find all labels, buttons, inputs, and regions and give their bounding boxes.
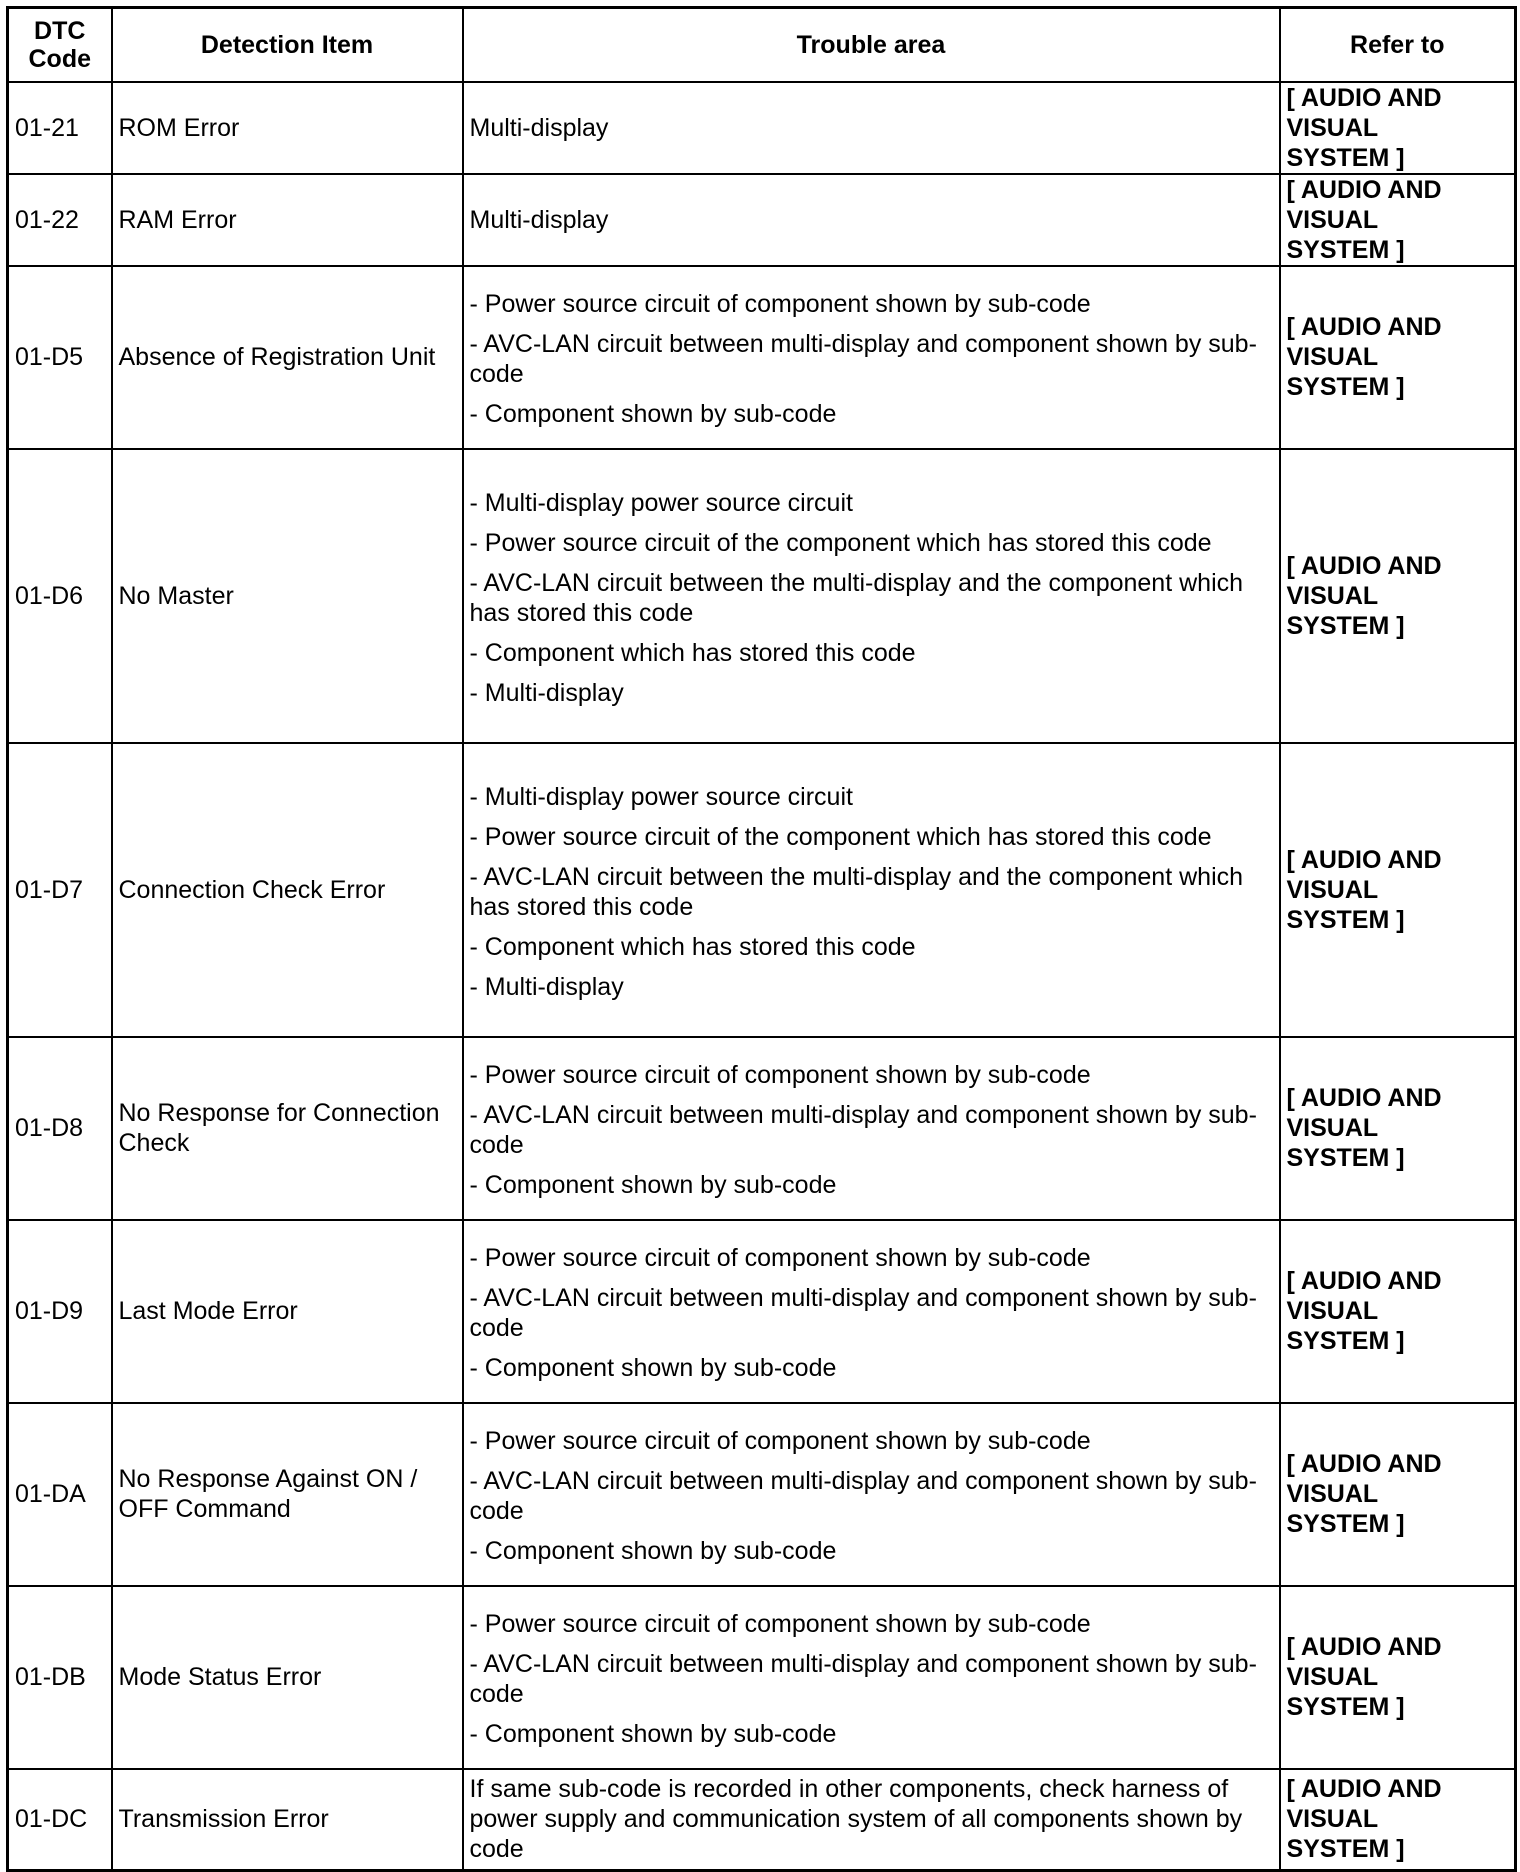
table-row — [8, 1037, 1516, 1220]
refer-to-cell — [1280, 1403, 1516, 1586]
header-trouble-area: Trouble area — [463, 8, 1280, 82]
trouble-area-cell — [463, 266, 1280, 449]
header-dtc-code: DTC Code — [8, 8, 112, 82]
trouble-area-item: - Multi-display power source circuit — [469, 488, 853, 517]
trouble-area-cell — [463, 174, 1280, 266]
table-row — [8, 743, 1516, 1037]
trouble-area-item: - AVC-LAN circuit between multi-display and component shown by sub-code — [469, 330, 1257, 388]
trouble-area-cell — [463, 1586, 1280, 1769]
refer-to-cell — [1280, 1037, 1516, 1220]
detection-item-cell: Connection Check Error — [112, 743, 463, 1037]
dtc-code-cell: 01-DB — [8, 1586, 112, 1769]
trouble-area-item: - AVC-LAN circuit between multi-display and component shown by sub-code — [469, 1650, 1257, 1708]
trouble-area-cell — [463, 82, 1280, 174]
dtc-code-cell: 01-DC — [8, 1769, 112, 1871]
table-row — [8, 82, 1516, 174]
refer-to-cell — [1280, 266, 1516, 449]
trouble-area-item: - Power source circuit of component shown by sub-code — [469, 1610, 1091, 1638]
trouble-area-item: Multi-display — [469, 205, 609, 234]
refer-to-link[interactable]: [ AUDIO AND VISUAL SYSTEM ] — [1286, 1267, 1442, 1355]
refer-to-cell — [1280, 174, 1516, 266]
detection-item-cell: Mode Status Error — [112, 1586, 463, 1769]
table-body — [8, 82, 1516, 1871]
refer-to-link[interactable]: [ AUDIO AND VISUAL SYSTEM ] — [1286, 175, 1442, 264]
dtc-code-cell: 01-D9 — [8, 1220, 112, 1403]
refer-to-link[interactable]: [ AUDIO AND VISUAL SYSTEM ] — [1286, 1084, 1442, 1172]
dtc-code-cell: 01-D8 — [8, 1037, 112, 1220]
table-row — [8, 1769, 1516, 1871]
refer-to-cell — [1280, 743, 1516, 1037]
dtc-code-cell: 01-21 — [8, 82, 112, 174]
table-row — [8, 1220, 1516, 1403]
trouble-area-cell — [463, 1769, 1280, 1871]
detection-item-cell: No Response Against ON / OFF Command — [112, 1403, 463, 1586]
refer-to-cell — [1280, 1220, 1516, 1403]
trouble-area-cell — [463, 1037, 1280, 1220]
refer-to-cell — [1280, 1586, 1516, 1769]
trouble-area-item: - AVC-LAN circuit between multi-display and component shown by sub-code — [469, 1284, 1257, 1342]
trouble-area-item: - AVC-LAN circuit between multi-display and component shown by sub-code — [469, 1101, 1257, 1159]
trouble-area-item: - Power source circuit of component shown by sub-code — [469, 1061, 1091, 1089]
trouble-area-item: - Component which has stored this code — [469, 638, 916, 667]
trouble-area-cell — [463, 743, 1280, 1037]
refer-to-cell — [1280, 449, 1516, 743]
detection-item-cell: RAM Error — [112, 174, 463, 266]
refer-to-link[interactable]: [ AUDIO AND VISUAL SYSTEM ] — [1286, 1450, 1442, 1538]
dtc-code-cell: 01-D5 — [8, 266, 112, 449]
dtc-code-cell: 01-D6 — [8, 449, 112, 743]
table-row — [8, 174, 1516, 266]
trouble-area-item: - Power source circuit of component shown by sub-code — [469, 290, 1091, 318]
refer-to-link[interactable]: [ AUDIO AND VISUAL SYSTEM ] — [1286, 845, 1442, 934]
refer-to-link[interactable]: [ AUDIO AND VISUAL SYSTEM ] — [1286, 313, 1442, 401]
table-row — [8, 1403, 1516, 1586]
detection-item-cell: ROM Error — [112, 82, 463, 174]
refer-to-cell — [1280, 1769, 1516, 1871]
trouble-area-item: - Power source circuit of the component which has stored this code — [469, 822, 1212, 851]
table-row — [8, 449, 1516, 743]
refer-to-cell — [1280, 82, 1516, 174]
trouble-area-item: - Power source circuit of the component which has stored this code — [469, 528, 1212, 557]
detection-item-cell: No Response for Connection Check — [112, 1037, 463, 1220]
trouble-area-item: - Component shown by sub-code — [469, 1720, 837, 1748]
refer-to-link[interactable]: [ AUDIO AND VISUAL SYSTEM ] — [1286, 1633, 1442, 1721]
trouble-area-item: - AVC-LAN circuit between the multi-display and the component which has stored this code — [469, 862, 1244, 921]
trouble-area-item: - Component shown by sub-code — [469, 1171, 837, 1199]
trouble-area-cell — [463, 449, 1280, 743]
refer-to-link[interactable]: [ AUDIO AND VISUAL SYSTEM ] — [1286, 551, 1442, 640]
dtc-table — [6, 6, 1517, 1872]
detection-item-cell: Transmission Error — [112, 1769, 463, 1871]
trouble-area-item: - Power source circuit of component shown by sub-code — [469, 1244, 1091, 1272]
header-refer-to: Refer to — [1280, 8, 1516, 82]
dtc-code-cell: 01-DA — [8, 1403, 112, 1586]
trouble-area-item: - Component shown by sub-code — [469, 1354, 837, 1382]
detection-item-cell: Absence of Registration Unit — [112, 266, 463, 449]
trouble-area-cell — [463, 1403, 1280, 1586]
table-row — [8, 266, 1516, 449]
trouble-area-item: - Multi-display — [469, 678, 624, 707]
table-row — [8, 1586, 1516, 1769]
detection-item-cell: No Master — [112, 449, 463, 743]
trouble-area-item: - AVC-LAN circuit between the multi-display and the component which has stored this code — [469, 568, 1244, 627]
trouble-area-item: - Multi-display — [469, 972, 624, 1001]
dtc-code-cell: 01-22 — [8, 174, 112, 266]
trouble-area-cell — [463, 1220, 1280, 1403]
detection-item-cell: Last Mode Error — [112, 1220, 463, 1403]
trouble-area-item: - Component which has stored this code — [469, 932, 916, 961]
table-header-row — [8, 8, 1516, 82]
refer-to-link[interactable]: [ AUDIO AND VISUAL SYSTEM ] — [1286, 83, 1442, 172]
dtc-code-cell: 01-D7 — [8, 743, 112, 1037]
refer-to-link[interactable]: [ AUDIO AND VISUAL SYSTEM ] — [1286, 1775, 1442, 1864]
trouble-area-item: - AVC-LAN circuit between multi-display and component shown by sub-code — [469, 1467, 1257, 1525]
trouble-area-item: - Power source circuit of component shown by sub-code — [469, 1427, 1091, 1455]
trouble-area-item: If same sub-code is recorded in other components, check harness of power supply and communication system of all components shown by code — [469, 1775, 1243, 1864]
trouble-area-item: Multi-display — [469, 113, 609, 142]
trouble-area-item: - Multi-display power source circuit — [469, 782, 853, 811]
header-detection-item: Detection Item — [112, 8, 463, 82]
trouble-area-item: - Component shown by sub-code — [469, 400, 837, 428]
trouble-area-item: - Component shown by sub-code — [469, 1537, 837, 1565]
